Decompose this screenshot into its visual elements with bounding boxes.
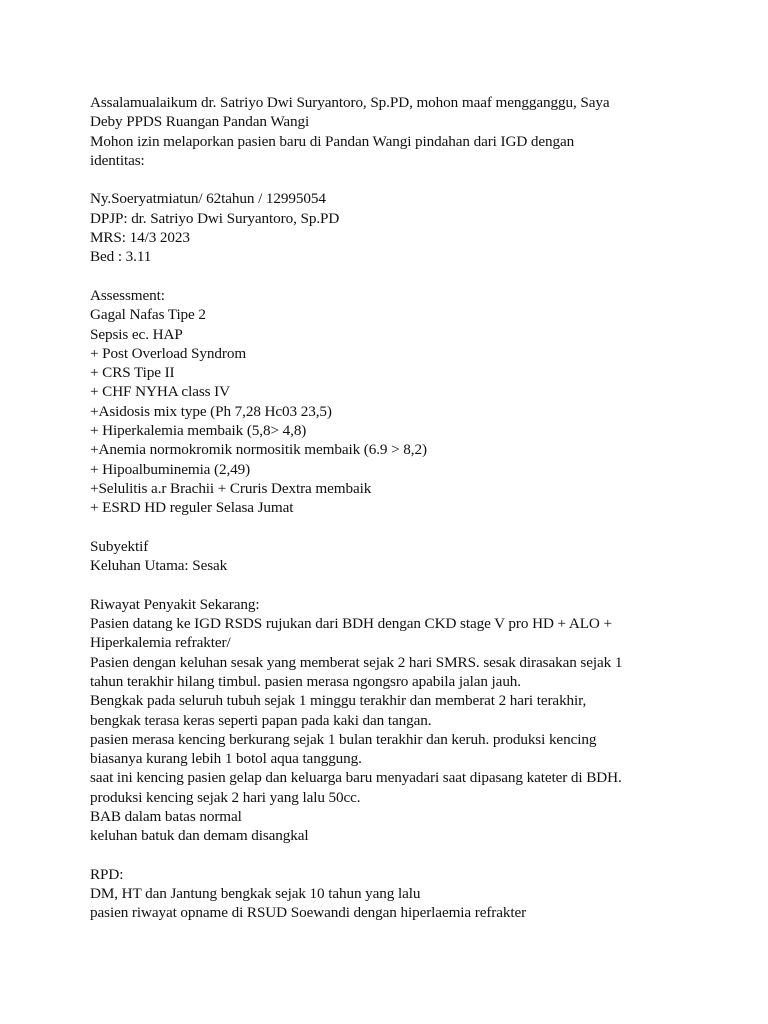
- rps-line: tahun terakhir hilang timbul. pasien merasa ngongsro apabila jalan jauh.: [90, 672, 521, 690]
- assessment-item: + Hiperkalemia membaik (5,8> 4,8): [90, 422, 307, 440]
- greeting-line: Assalamualaikum dr. Satriyo Dwi Suryantoro, Sp.PD, mohon maaf mengganggu, Saya: [90, 94, 610, 111]
- subjective-section: [90, 537, 730, 576]
- assessment-item: + Hipoalbuminemia (2,49): [90, 460, 251, 478]
- assessment-item: +Anemia normokromik normositik membaik (6.9 > 8,2): [90, 441, 427, 459]
- rps-line: produksi kencing sejak 2 hari yang lalu 50cc.: [90, 788, 361, 806]
- rps-line: bengkak terasa keras seperti papan pada kaki dan tangan.: [90, 711, 432, 729]
- rps-line: pasien merasa kencing berkurang sejak 1 bulan terakhir dan keruh. produksi kencing: [90, 730, 597, 748]
- rps-line: keluhan batuk dan demam disangkal: [90, 827, 309, 845]
- rpd-line: DM, HT dan Jantung bengkak sejak 10 tahun yang lalu: [90, 885, 421, 903]
- spacer: [90, 267, 730, 286]
- assessment-item: Gagal Nafas Tipe 2: [90, 306, 206, 324]
- subjective-heading: Subyektif: [90, 537, 149, 555]
- greeting-line: Deby PPDS Ruangan Pandan Wangi: [90, 113, 310, 131]
- rps-line: biasanya kurang lebih 1 botol aqua tanggung.: [90, 750, 362, 768]
- rpd-section: [90, 865, 730, 923]
- assessment-heading: Assessment:: [90, 286, 165, 304]
- assessment-item: +Asidosis mix type (Ph 7,28 Hc03 23,5): [90, 402, 332, 420]
- patient-identity: Ny.Soeryatmiatun/ 62tahun / 12995054: [90, 190, 326, 208]
- chief-complaint: Keluhan Utama: Sesak: [90, 557, 228, 575]
- assessment-item: + ESRD HD reguler Selasa Jumat: [90, 499, 294, 517]
- assessment-item: Sepsis ec. HAP: [90, 325, 183, 343]
- identity-section: [90, 189, 730, 266]
- rps-line: saat ini kencing pasien gelap dan keluarga baru menyadari saat dipasang kateter di BDH.: [90, 769, 622, 787]
- rps-line: Bengkak pada seluruh tubuh sejak 1 minggu terakhir dan memberat 2 hari terakhir,: [90, 692, 587, 710]
- spacer: [90, 518, 730, 537]
- greeting-line: identitas:: [90, 151, 145, 169]
- bed-number: Bed : 3.11: [90, 248, 152, 266]
- assessment-item: + CHF NYHA class IV: [90, 383, 230, 401]
- rps-line: Hiperkalemia refrakter/: [90, 634, 231, 652]
- spacer: [90, 170, 730, 189]
- spacer: [90, 575, 730, 594]
- report-document: [90, 93, 730, 923]
- rps-heading: Riwayat Penyakit Sekarang:: [90, 595, 260, 613]
- spacer: [90, 846, 730, 865]
- rps-line: BAB dalam batas normal: [90, 807, 242, 825]
- mrs-date: MRS: 14/3 2023: [90, 229, 190, 247]
- greeting-line: Mohon izin melaporkan pasien baru di Pandan Wangi pindahan dari IGD dengan: [90, 132, 575, 150]
- rps-line: Pasien datang ke IGD RSDS rujukan dari BDH dengan CKD stage V pro HD + ALO +: [90, 615, 612, 633]
- assessment-section: [90, 286, 730, 518]
- assessment-item: + CRS Tipe II: [90, 364, 175, 382]
- greeting-section: [90, 93, 730, 170]
- rps-section: [90, 595, 730, 846]
- assessment-item: + Post Overload Syndrom: [90, 344, 247, 362]
- rpd-line: pasien riwayat opname di RSUD Soewandi dengan hiperlaemia refrakter: [90, 904, 527, 922]
- rpd-heading: RPD:: [90, 865, 124, 883]
- assessment-item: +Selulitis a.r Brachii + Cruris Dextra membaik: [90, 479, 372, 497]
- rps-line: Pasien dengan keluhan sesak yang memberat sejak 2 hari SMRS. sesak dirasakan sejak 1: [90, 653, 623, 671]
- dpjp-line: DPJP: dr. Satriyo Dwi Suryantoro, Sp.PD: [90, 209, 340, 227]
